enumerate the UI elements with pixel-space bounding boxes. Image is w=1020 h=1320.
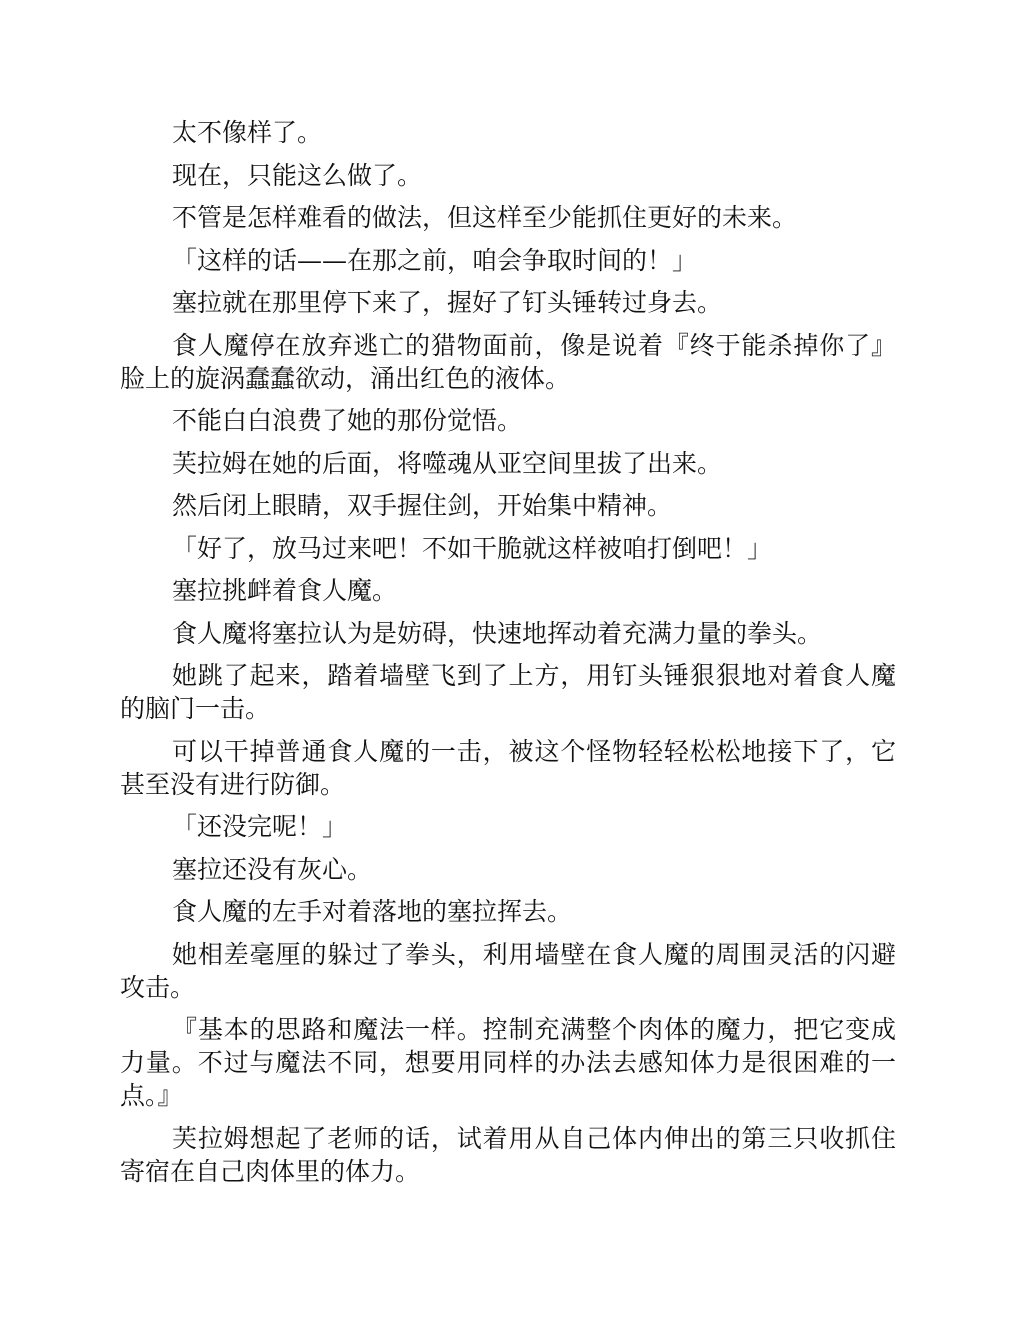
paragraph: 『基本的思路和魔法一样。控制充满整个肉体的魔力，把它变成力量。不过与魔法不同，想要用同样的办法去感知体力是很困难的一点。』: [120, 1015, 896, 1110]
paragraph: 现在，只能这么做了。: [172, 160, 423, 190]
paragraph: 芙拉姆在她的后面，将噬魂从亚空间里拔了出来。: [172, 448, 723, 478]
paragraph: 太不像样了。: [172, 118, 323, 147]
paragraph: 食人魔的左手对着落地的塞拉挥去。: [172, 897, 573, 926]
paragraph: 食人魔停在放弃逃亡的猎物面前，像是说着『终于能杀掉你了』脸上的旋涡蠢蠢欲动，涌出红色的液体。: [120, 330, 896, 393]
paragraph: 可以干掉普通食人魔的一击，被这个怪物轻轻松松地接下了，它甚至没有进行防御。: [120, 736, 896, 799]
paragraph: 塞拉挑衅着食人魔。: [172, 576, 398, 605]
paragraph: 然后闭上眼睛，双手握住剑，开始集中精神。: [172, 491, 673, 520]
paragraph: 「这样的话——在那之前，咱会争取时间的！」: [172, 245, 698, 275]
paragraph: 「好了，放马过来吧！不如干脆就这样被咱打倒吧！」: [172, 533, 773, 563]
paragraph: 食人魔将塞拉认为是妨碍，快速地挥动着充满力量的拳头。: [172, 618, 823, 648]
document-page: [120, 116, 896, 1197]
paragraph: 「还没完呢！」: [172, 812, 348, 841]
paragraph: 不能白白浪费了她的那份觉悟。: [172, 406, 523, 435]
paragraph: 芙拉姆想起了老师的话，试着用从自己体内伸出的第三只收抓住寄宿在自己肉体里的体力。: [120, 1123, 896, 1186]
paragraph: 不管是怎样难看的做法，但这样至少能抓住更好的未来。: [172, 203, 798, 232]
paragraph: 塞拉就在那里停下来了，握好了钉头锤转过身去。: [172, 288, 723, 317]
paragraph: 她跳了起来，踏着墙壁飞到了上方，用钉头锤狠狠地对着食人魔的脑门一击。: [120, 661, 896, 723]
paragraph: 塞拉还没有灰心。: [172, 854, 373, 884]
paragraph: 她相差毫厘的躲过了拳头，利用墙壁在食人魔的周围灵活的闪避攻击。: [120, 939, 896, 1002]
